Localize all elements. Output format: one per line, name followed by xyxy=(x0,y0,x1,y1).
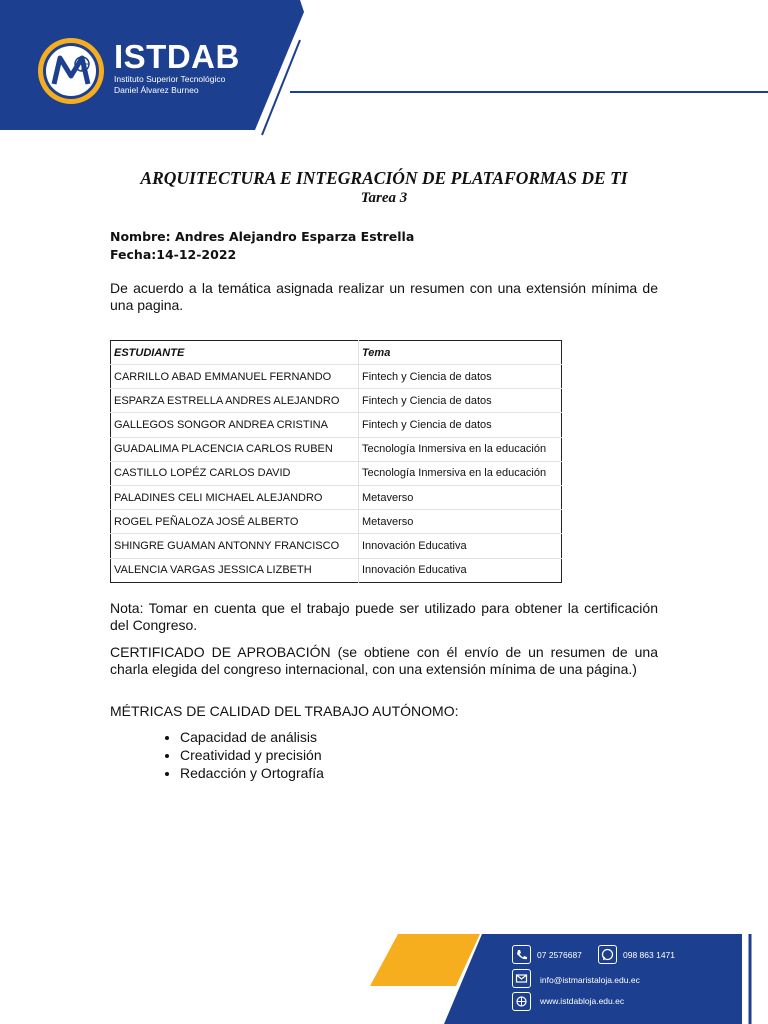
topic-cell: Metaverso xyxy=(359,510,562,534)
student-cell: ROGEL PEÑALOZA JOSÉ ALBERTO xyxy=(111,510,359,534)
document-title: ARQUITECTURA E INTEGRACIÓN DE PLATAFORMAS DE TI xyxy=(140,168,628,188)
column-header-topic: Tema xyxy=(359,341,562,365)
table-row xyxy=(111,389,562,413)
topic-cell: Fintech y Ciencia de datos xyxy=(359,389,562,413)
students-table xyxy=(110,340,562,583)
student-cell: CARRILLO ABAD EMMANUEL FERNANDO xyxy=(111,365,359,389)
table-header-row xyxy=(111,341,562,365)
student-cell: VALENCIA VARGAS JESSICA LIZBETH xyxy=(111,558,359,582)
email-icon xyxy=(512,969,531,988)
student-name: Nombre: Andres Alejandro Esparza Estrella xyxy=(110,229,415,244)
note-paragraph: Nota: Tomar en cuenta que el trabajo puede ser utilizado para obtener la certificación del Congreso. xyxy=(110,600,658,633)
table-row xyxy=(111,534,562,558)
table-row xyxy=(111,485,562,509)
intro-paragraph: De acuerdo a la temática asignada realizar un resumen con una extensión mínima de una pagina. xyxy=(110,280,658,313)
logo-subtitle-line2: Daniel Álvarez Burneo xyxy=(114,85,199,95)
column-header-student: ESTUDIANTE xyxy=(111,341,359,365)
table-row xyxy=(111,558,562,582)
topic-cell: Tecnología Inmersiva en la educación xyxy=(359,437,562,461)
globe-icon xyxy=(512,992,531,1011)
topic-cell: Fintech y Ciencia de datos xyxy=(359,413,562,437)
email-address[interactable]: info@istmaristaloja.edu.ec xyxy=(540,975,640,985)
logo-text xyxy=(114,40,240,95)
student-cell: GALLEGOS SONGOR ANDREA CRISTINA xyxy=(111,413,359,437)
table-row xyxy=(111,413,562,437)
metrics-heading: MÉTRICAS DE CALIDAD DEL TRABAJO AUTÓNOMO: xyxy=(110,703,459,719)
whatsapp-number[interactable]: 098 863 1471 xyxy=(623,950,675,960)
logo-subtitle-line1: Instituto Superior Tecnológico xyxy=(114,74,226,84)
student-cell: SHINGRE GUAMAN ANTONNY FRANCISCO xyxy=(111,534,359,558)
list-item: • Creatividad y precisión xyxy=(180,746,324,764)
student-cell: CASTILLO LOPÉZ CARLOS DAVID xyxy=(111,461,359,485)
metrics-list xyxy=(130,728,324,782)
table-row xyxy=(111,461,562,485)
institute-logo-icon xyxy=(36,36,106,106)
certificate-paragraph: CERTIFICADO DE APROBACIÓN (se obtiene con él envío de un resumen de una charla elegida del congreso internacional, con una extensión mínima de una página.) xyxy=(110,644,658,677)
topic-cell: Innovación Educativa xyxy=(362,564,467,577)
whatsapp-icon xyxy=(598,945,617,964)
student-cell: ESPARZA ESTRELLA ANDRES ALEJANDRO xyxy=(111,389,359,413)
website-link[interactable]: www.istdabloja.edu.ec xyxy=(540,996,625,1006)
list-item: • Capacidad de análisis xyxy=(180,728,324,746)
topic-cell: Tecnología Inmersiva en la educación xyxy=(359,461,562,485)
phone-icon xyxy=(512,945,531,964)
footer-banner xyxy=(0,930,768,1024)
table-row xyxy=(111,510,562,534)
phone-number[interactable]: 07 2576687 xyxy=(537,950,582,960)
topic-cell: Fintech y Ciencia de datos xyxy=(359,365,562,389)
document-subtitle: Tarea 3 xyxy=(360,190,408,206)
topic-cell: Innovación Educativa xyxy=(359,534,562,558)
table-row xyxy=(111,437,562,461)
list-item: • Redacción y Ortografía xyxy=(180,764,324,782)
document-date: Fecha:14-12-2022 xyxy=(110,247,237,262)
student-cell: GUADALIMA PLACENCIA CARLOS RUBEN xyxy=(111,437,359,461)
logo-title: ISTDAB xyxy=(114,38,240,75)
student-cell: PALADINES CELI MICHAEL ALEJANDRO xyxy=(111,485,359,509)
topic-cell: Metaverso xyxy=(359,485,562,509)
table-row xyxy=(111,365,562,389)
